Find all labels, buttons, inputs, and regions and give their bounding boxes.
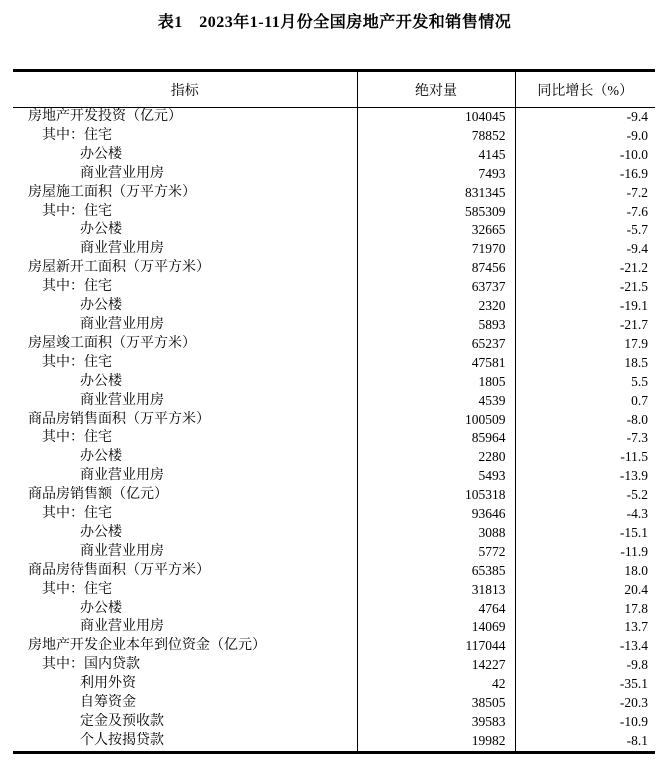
growth-value-cell: -9.4 (626, 109, 648, 124)
growth-value-cell: 5.5 (631, 373, 648, 389)
indicator-cell: 商业营业用房 (13, 165, 357, 184)
growth-value-cell: -13.9 (619, 468, 648, 484)
indicator-cell: 商业营业用房 (13, 392, 357, 411)
absolute-value-cell: 65237 (357, 335, 515, 354)
growth-value-cell: -7.2 (626, 184, 648, 200)
growth-value-cell: 17.9 (624, 335, 648, 351)
absolute-value-cell: 47581 (357, 354, 515, 373)
growth-value-cell: -11.9 (620, 543, 648, 559)
growth-value-cell: -35.1 (619, 676, 648, 692)
growth-value-cell: -11.5 (620, 449, 648, 465)
indicator-cell: 个人按揭贷款 (13, 732, 357, 752)
growth-value-cell: -8.0 (626, 411, 648, 427)
absolute-value-cell: 104045 (357, 108, 515, 127)
indicator-cell: 其中：住宅 (13, 354, 357, 373)
table-row (13, 505, 655, 524)
indicator-cell: 办公楼 (13, 524, 357, 543)
indicator-cell: 商品房销售面积（万平方米） (13, 411, 357, 430)
table-row (13, 203, 655, 222)
growth-value-cell: -7.3 (626, 430, 648, 446)
table-row (13, 165, 655, 184)
table-row (13, 373, 655, 392)
absolute-value-cell: 14227 (357, 656, 515, 675)
table-row (13, 146, 655, 165)
table-row (13, 411, 655, 430)
header-row (13, 71, 655, 108)
indicator-cell: 其中：住宅 (13, 429, 357, 448)
absolute-value-cell: 5893 (357, 316, 515, 335)
table-row (13, 524, 655, 543)
table-row (13, 656, 655, 675)
growth-value-cell: 20.4 (624, 581, 648, 597)
table-row (13, 108, 655, 127)
table-row (13, 562, 655, 581)
table-row (13, 392, 655, 411)
table-row (13, 297, 655, 316)
indicator-cell: 其中：住宅 (13, 278, 357, 297)
absolute-value-cell: 5772 (357, 543, 515, 562)
table-row (13, 184, 655, 203)
table-row (13, 429, 655, 448)
header-yoy-growth: 同比增长（%） (515, 71, 655, 108)
indicator-cell: 办公楼 (13, 297, 357, 316)
growth-value-cell: -10.0 (619, 146, 648, 162)
indicator-cell: 其中：住宅 (13, 581, 357, 600)
absolute-value-cell: 3088 (357, 524, 515, 543)
table-row (13, 713, 655, 732)
indicator-cell: 办公楼 (13, 146, 357, 165)
absolute-value-cell: 117044 (357, 637, 515, 656)
indicator-cell: 商品房销售额（亿元） (13, 486, 357, 505)
absolute-value-cell: 4539 (357, 392, 515, 411)
table-row (13, 467, 655, 486)
absolute-value-cell: 19982 (357, 732, 515, 752)
absolute-value-cell: 65385 (357, 562, 515, 581)
growth-value-cell: -15.1 (619, 524, 648, 540)
absolute-value-cell: 39583 (357, 713, 515, 732)
table-row (13, 335, 655, 354)
growth-value-cell: -5.7 (626, 222, 648, 238)
growth-value-cell: 0.7 (631, 392, 648, 408)
page-title: 表1 2023年1-11月份全国房地产开发和销售情况 (157, 14, 512, 31)
indicator-cell: 商品房待售面积（万平方米） (13, 562, 357, 581)
indicator-cell: 办公楼 (13, 448, 357, 467)
header-absolute-amount: 绝对量 (357, 71, 515, 108)
growth-value-cell: 13.7 (624, 619, 648, 635)
absolute-value-cell: 1805 (357, 373, 515, 392)
absolute-value-cell: 100509 (357, 411, 515, 430)
header-indicator: 指标 (13, 71, 357, 108)
indicator-cell: 其中：住宅 (13, 127, 357, 146)
absolute-value-cell: 831345 (357, 184, 515, 203)
growth-value-cell: 18.5 (624, 354, 648, 370)
growth-value-cell: -10.9 (619, 714, 648, 729)
growth-value-cell: -21.5 (619, 279, 648, 295)
growth-value-cell: -9.8 (626, 657, 648, 673)
indicator-cell: 商业营业用房 (13, 618, 357, 637)
absolute-value-cell: 31813 (357, 581, 515, 600)
growth-value-cell: -9.0 (626, 127, 648, 143)
table-body (13, 108, 655, 753)
indicator-cell: 定金及预收款 (13, 713, 357, 732)
indicator-cell: 商业营业用房 (13, 316, 357, 335)
indicator-cell: 商业营业用房 (13, 543, 357, 562)
indicator-cell: 其中：住宅 (13, 203, 357, 222)
growth-value-cell: -20.3 (619, 695, 648, 711)
indicator-cell: 自筹资金 (13, 694, 357, 713)
table-row (13, 600, 655, 619)
indicator-cell: 房屋竣工面积（万平方米） (13, 335, 357, 354)
growth-value-cell: -21.2 (619, 260, 648, 276)
table-row (13, 316, 655, 335)
table-row (13, 354, 655, 373)
absolute-value-cell: 87456 (357, 259, 515, 278)
absolute-value-cell: 105318 (357, 486, 515, 505)
table-row (13, 259, 655, 278)
table-row (13, 675, 655, 694)
absolute-value-cell: 585309 (357, 203, 515, 222)
indicator-cell: 办公楼 (13, 221, 357, 240)
growth-value-cell: 17.8 (624, 600, 648, 616)
growth-value-cell: -8.1 (626, 732, 648, 748)
absolute-value-cell: 4764 (357, 600, 515, 619)
growth-value-cell: -16.9 (619, 165, 648, 181)
indicator-cell: 房屋施工面积（万平方米） (13, 184, 357, 203)
absolute-value-cell: 2280 (357, 448, 515, 467)
table-row (13, 543, 655, 562)
growth-value-cell: -13.4 (619, 638, 648, 654)
indicator-cell: 办公楼 (13, 600, 357, 619)
growth-value-cell: 18.0 (624, 562, 648, 578)
absolute-value-cell: 2320 (357, 297, 515, 316)
table-row (13, 637, 655, 656)
indicator-cell: 商业营业用房 (13, 240, 357, 259)
absolute-value-cell: 32665 (357, 221, 515, 240)
absolute-value-cell: 63737 (357, 278, 515, 297)
table-row (13, 732, 655, 752)
absolute-value-cell: 4145 (357, 146, 515, 165)
real-estate-stats-table (13, 69, 655, 754)
indicator-cell: 房屋新开工面积（万平方米） (13, 259, 357, 278)
absolute-value-cell: 85964 (357, 429, 515, 448)
table-row (13, 278, 655, 297)
table-row (13, 127, 655, 146)
table-row (13, 221, 655, 240)
indicator-cell: 房地产开发投资（亿元） (13, 108, 357, 127)
table-row (13, 448, 655, 467)
absolute-value-cell: 71970 (357, 240, 515, 259)
growth-value-cell: -5.2 (626, 487, 648, 503)
growth-value-cell: -21.7 (619, 316, 648, 332)
absolute-value-cell: 78852 (357, 127, 515, 146)
indicator-cell: 房地产开发企业本年到位资金（亿元） (13, 637, 357, 656)
absolute-value-cell: 14069 (357, 618, 515, 637)
growth-value-cell: -4.3 (626, 506, 648, 522)
indicator-cell: 其中：国内贷款 (13, 656, 357, 675)
indicator-cell: 商业营业用房 (13, 467, 357, 486)
absolute-value-cell: 93646 (357, 505, 515, 524)
absolute-value-cell: 38505 (357, 694, 515, 713)
table-row (13, 240, 655, 259)
absolute-value-cell: 5493 (357, 467, 515, 486)
table-row (13, 694, 655, 713)
absolute-value-cell: 7493 (357, 165, 515, 184)
indicator-cell: 办公楼 (13, 373, 357, 392)
table-row (13, 581, 655, 600)
indicator-cell: 利用外资 (13, 675, 357, 694)
indicator-cell: 其中：住宅 (13, 505, 357, 524)
table-row (13, 486, 655, 505)
table-row (13, 618, 655, 637)
growth-value-cell: -19.1 (619, 298, 648, 314)
absolute-value-cell: 42 (357, 675, 515, 694)
growth-value-cell: -9.4 (626, 241, 648, 257)
growth-value-cell: -7.6 (626, 203, 648, 219)
